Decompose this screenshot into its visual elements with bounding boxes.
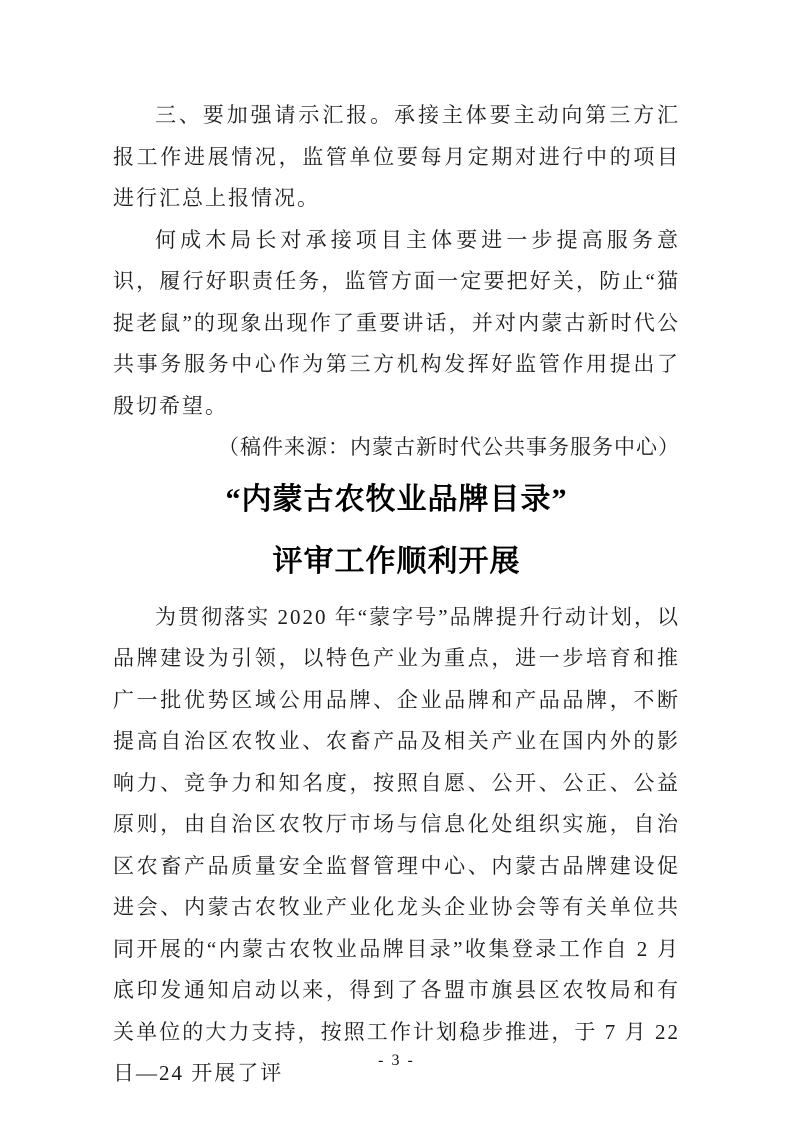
page-number: - 3 - bbox=[378, 1052, 415, 1069]
paragraph-article-body: 为贯彻落实 2020 年“蒙字号”品牌提升行动计划，以品牌建设为引领，以特色产业为重点，进一步培育和推广一批优势区域公用品牌、企业品牌和产品品牌，不断提高自治区农牧业、农畜产品及相关产业在国内外的影响力、竞争力和知名度，按照自愿、公开、公正、公益原则，由自治区农牧厅市场与信息化处组织实施，自治区农畜产品质量安全监督管理中心、内蒙古品牌建设促进会、内蒙古农牧业产业化龙头企业协会等有关单位共同开展的“内蒙古农牧业品牌目录”收集登录工作自 2 月底印发通知启动以来，得到了各盟市旗县区农牧局和有关单位的大力支持，按照工作计划稳步推进，于 7 月 22 日—24 开展了评 bbox=[113, 604, 680, 1085]
paragraph-director-speech: 何成木局长对承接项目主体要进一步提高服务意识，履行好职责任务，监管方面一定要把好关，防止“猫捉老鼠”的现象出现作了重要讲话，并对内蒙古新时代公共事务服务中心作为第三方机构发挥好监管作用提出了殷切希望。 bbox=[113, 227, 680, 418]
paragraph-report-requirement: 三、要加强请示汇报。承接主体要主动向第三方汇报工作进展情况，监管单位要每月定期对进行中的项目进行汇总上报情况。 bbox=[113, 103, 680, 210]
article-title-line-2: 评审工作顺利开展 bbox=[272, 544, 521, 578]
article-title-line-1: “内蒙古农牧业品牌目录” bbox=[225, 482, 568, 516]
source-attribution-line: （稿件来源：内蒙古新时代公共事务服务中心） bbox=[218, 435, 680, 459]
